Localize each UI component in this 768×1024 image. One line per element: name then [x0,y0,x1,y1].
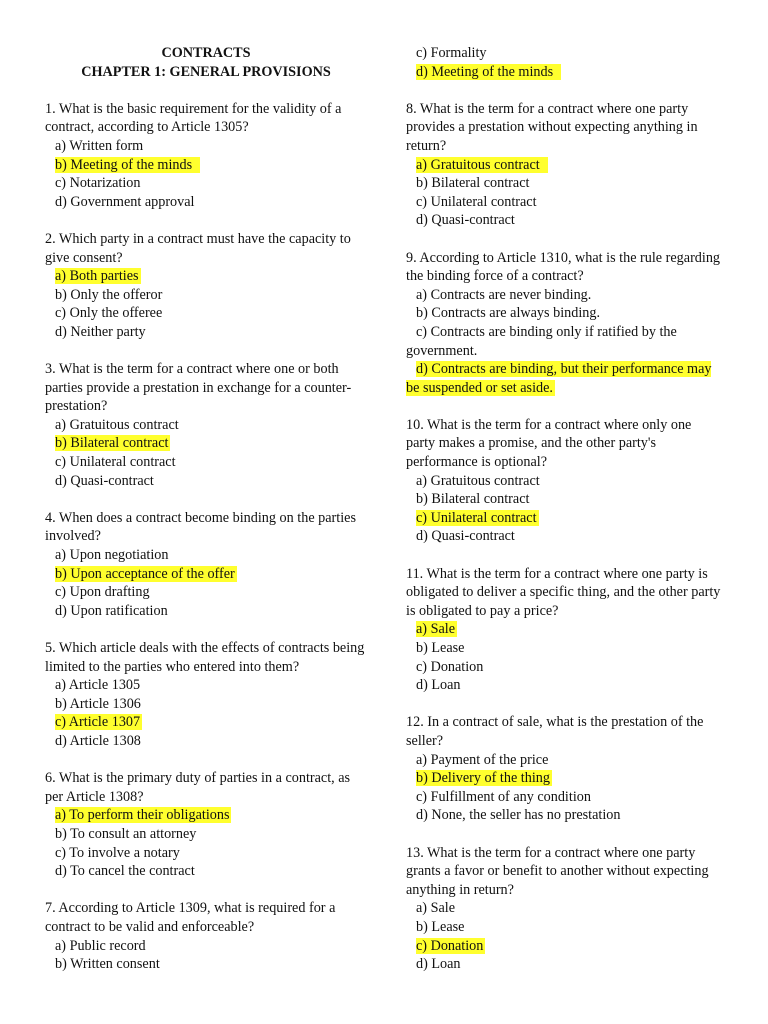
option: d) Quasi-contract [55,472,154,489]
question-6 [45,769,367,881]
option-answer: b) Bilateral contract [55,435,169,452]
option: a) Article 1305 [55,677,141,694]
option: b) Only the offeror [55,286,163,303]
option: b) Contracts are always binding. [416,305,600,322]
option: d) To cancel the contract [55,863,195,880]
option: a) Contracts are never binding. [416,286,592,303]
question-5 [45,639,367,751]
question-4 [45,509,367,621]
right-column [406,44,724,992]
option-answer: b) Delivery of the thing [416,770,550,787]
option: b) Bilateral contract [416,175,530,192]
question-text: 11. What is the term for a contract where one party is obligated to deliver a specific thing, and the other party is obligated to pay a price? [406,565,721,619]
option: d) Quasi-contract [416,528,515,545]
option: b) To consult an attorney [55,825,197,842]
option: d) Loan [416,677,461,694]
option: d) Government approval [55,193,195,210]
option: b) Lease [416,918,465,935]
option: c) Fulfillment of any condition [416,788,591,805]
option: a) Written form [55,137,144,154]
question-13 [406,844,724,974]
option: b) Written consent [55,956,160,973]
option-answer: c) Unilateral contract [416,509,537,526]
option: a) Gratuitous contract [416,472,540,489]
option: c) Notarization [55,175,141,192]
question-text: 6. What is the primary duty of parties in a contract, as per Article 1308? [45,770,351,805]
question-text: 1. What is the basic requirement for the validity of a contract, according to Article 1305? [45,100,342,136]
question-text: 12. In a contract of sale, what is the prestation of the seller? [406,714,704,749]
option: d) None, the seller has no prestation [416,807,621,824]
question-9 [406,249,724,398]
question-text: 10. What is the term for a contract where only one party makes a promise, and the other party's performance is optional? [406,416,692,471]
question-7-continued [406,44,724,81]
option-answer: a) Both parties [55,268,139,285]
option: c) Unilateral contract [55,454,176,471]
document-header [45,44,367,81]
option-answer: a) Sale [416,621,455,638]
option-answer: a) To perform their obligations [55,807,230,824]
option: c) Upon drafting [55,584,150,601]
question-text: 13. What is the term for a contract where one party grants a favor or benefit to another without expecting anything in return? [406,844,709,898]
option-answer: b) Meeting of the minds [45,156,367,175]
option: b) Lease [416,640,465,656]
option-answer: c) Donation [416,937,484,954]
option: d) Loan [416,956,461,973]
question-8 [406,100,724,230]
option: c) To involve a notary [55,844,180,861]
option-answer: d) Meeting of the minds [406,63,724,82]
option: c) Donation [416,658,484,675]
left-column [45,44,367,992]
option: a) Payment of the price [416,751,549,768]
document-title: CONTRACTS [161,45,251,61]
option: a) Gratuitous contract [55,416,179,433]
option: d) Quasi-contract [416,212,515,229]
option: d) Article 1308 [55,732,141,749]
option-answer: a) Gratuitous contract [406,156,724,175]
option: c) Only the offeree [55,305,163,322]
option: b) Article 1306 [55,695,141,712]
option: c) Formality [416,45,487,61]
question-text: 3. What is the term for a contract where one or both parties provide a prestation in exchange for a counter-prestation? [45,361,352,415]
option: c) Contracts are binding only if ratified by the government. [406,323,677,359]
question-2 [45,230,367,342]
question-text: 2. Which party in a contract must have the capacity to give consent? [45,230,351,266]
question-11 [406,565,724,695]
question-12 [406,713,724,825]
option: a) Upon negotiation [55,547,169,564]
option: b) Bilateral contract [416,491,530,508]
option: c) Unilateral contract [416,193,537,210]
option-answer: b) Upon acceptance of the offer [55,565,235,582]
question-text: 9. According to Article 1310, what is the rule regarding the binding force of a contract? [406,249,721,285]
question-3 [45,360,367,490]
option: a) Sale [416,900,455,917]
question-text: 5. Which article deals with the effects of contracts being limited to the parties who entered into them? [45,640,365,675]
question-text: 4. When does a contract become binding on the parties involved? [45,509,356,545]
option: a) Public record [55,937,146,954]
question-text: 7. According to Article 1309, what is required for a contract to be valid and enforceable? [45,900,336,935]
option: d) Upon ratification [55,602,168,619]
option-answer: d) Contracts are binding, but their performance may be suspended or set aside. [406,361,712,396]
option: d) Neither party [55,323,146,340]
option-answer: c) Article 1307 [55,714,141,731]
chapter-title: CHAPTER 1: GENERAL PROVISIONS [81,63,331,80]
question-10 [406,416,724,546]
question-text: 8. What is the term for a contract where one party provides a prestation without expecting anything in return? [406,100,698,154]
question-7 [45,899,367,973]
question-1 [45,100,367,212]
